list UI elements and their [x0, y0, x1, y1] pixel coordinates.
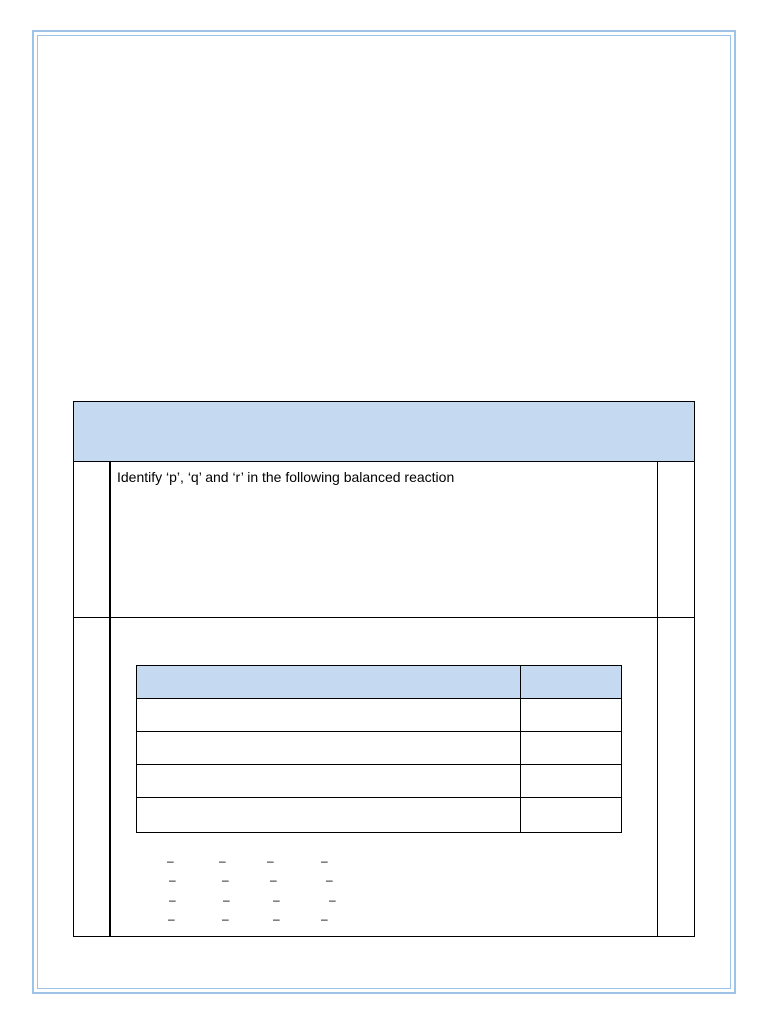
- dash-row: [0, 892, 622, 908]
- dash-row: [0, 911, 622, 927]
- dash-mark: –: [169, 893, 176, 907]
- answer-table-header: [137, 666, 621, 699]
- dash-mark: –: [223, 893, 230, 907]
- dash-mark: –: [273, 912, 280, 926]
- answer-table: [136, 665, 622, 833]
- question-row-divider: [74, 617, 694, 618]
- dash-mark: –: [326, 873, 333, 887]
- dash-row: [0, 872, 622, 888]
- dash-mark: –: [222, 873, 229, 887]
- answer-table-row: [137, 765, 621, 798]
- answer-table-row: [137, 798, 621, 831]
- dash-mark: –: [321, 854, 328, 868]
- dash-mark: –: [321, 912, 328, 926]
- question-text: Identify ‘p’, ‘q’ and ‘r’ in the following balanced reaction: [117, 469, 455, 485]
- dash-mark: –: [270, 873, 277, 887]
- dash-mark: –: [219, 854, 226, 868]
- dash-row: [0, 853, 622, 869]
- answer-table-row: [137, 699, 621, 732]
- dash-mark: –: [273, 893, 280, 907]
- answer-table-row: [137, 732, 621, 765]
- question-table-header: [74, 402, 694, 462]
- dash-mark: –: [167, 854, 174, 868]
- dash-mark: –: [169, 873, 176, 887]
- marks-column-divider: [657, 462, 658, 937]
- dash-mark: –: [222, 912, 229, 926]
- dash-mark: –: [329, 893, 336, 907]
- answer-table-column-divider: [520, 666, 521, 832]
- dash-mark: –: [267, 854, 274, 868]
- dash-mark: –: [168, 912, 175, 926]
